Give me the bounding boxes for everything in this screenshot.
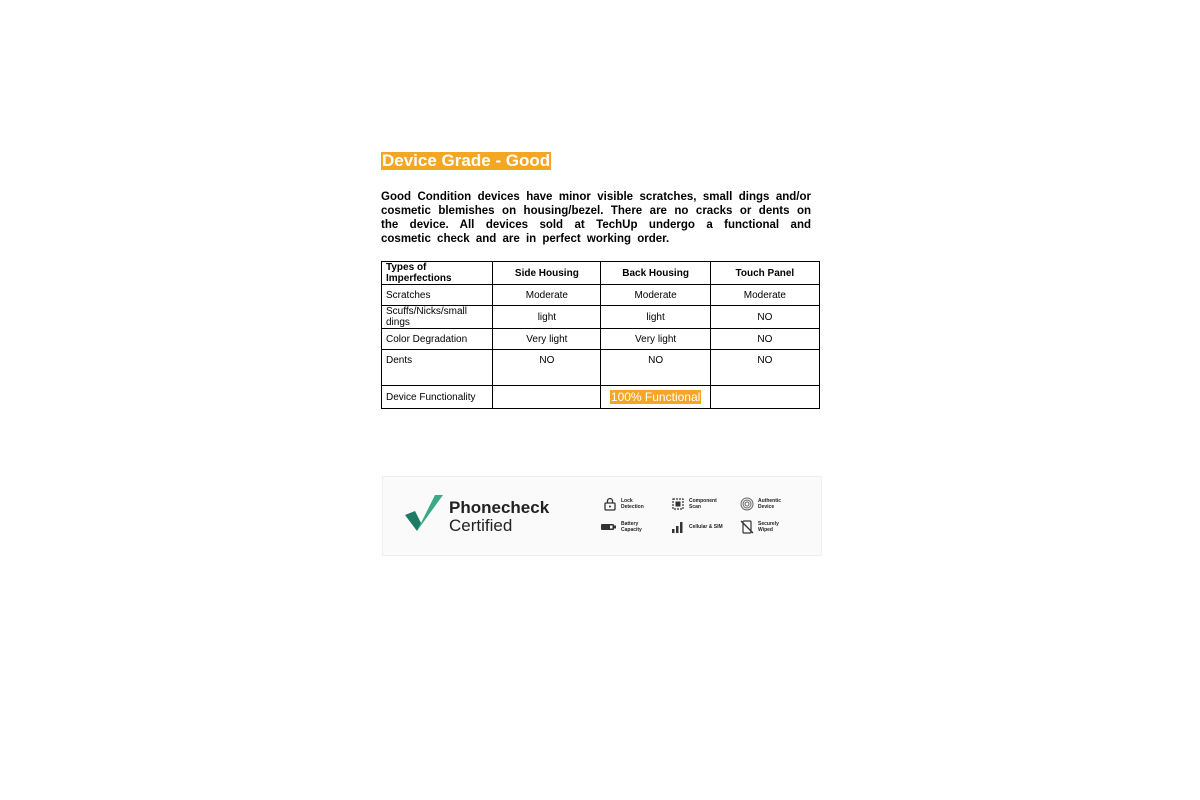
feature-label: Cellular & SIM <box>689 524 723 530</box>
table-cell: NO <box>710 306 819 329</box>
feature-label: Component Scan <box>689 498 717 510</box>
feature-component-scan <box>671 497 723 511</box>
table-cell: Very light <box>601 329 710 350</box>
brand-text <box>449 499 549 535</box>
header-side-housing: Side Housing <box>493 262 601 285</box>
table-cell: Scuffs/Nicks/small dings <box>382 306 493 329</box>
table-cell: Moderate <box>710 285 819 306</box>
table-cell: light <box>493 306 601 329</box>
grade-title: Device Grade - Good <box>382 151 551 170</box>
phonecheck-badge <box>382 476 822 556</box>
table-row <box>382 350 820 386</box>
table-cell: NO <box>710 329 819 350</box>
table-cell <box>710 386 819 409</box>
table-cell: Scratches <box>382 285 493 306</box>
grade-description: Good Condition devices have minor visible scratches, small dings and/or cosmetic blemishes on housing/bezel. There are no cracks or dents on the device. All devices sold at TechUp undergo a functional and cosmetic check and are in perfect working order. <box>381 191 811 245</box>
feature-label: Battery Capacity <box>621 521 642 533</box>
table-cell: Dents <box>382 350 493 386</box>
functional-highlight: 100% Functional <box>610 390 701 404</box>
table-cell: Moderate <box>601 285 710 306</box>
feature-lock-detection <box>603 497 655 511</box>
brand-line1: Phonecheck <box>449 498 550 517</box>
wipe-icon <box>740 520 754 534</box>
feature-authentic-device <box>740 497 792 511</box>
signal-icon <box>671 520 685 534</box>
table-row <box>382 285 820 306</box>
feature-cellular-sim <box>671 520 723 534</box>
table-cell: Device Functionality <box>382 386 493 409</box>
table-cell <box>601 386 710 409</box>
feature-label: Lock Detection <box>621 498 644 510</box>
feature-label: Authentic Device <box>758 498 782 510</box>
table-cell: NO <box>601 350 710 386</box>
component-icon <box>671 497 685 511</box>
header-types: Types of Imperfections <box>382 262 493 285</box>
header-touch-panel: Touch Panel <box>710 262 819 285</box>
table-row <box>382 386 820 409</box>
feature-label: Securely Wiped <box>758 521 779 533</box>
fingerprint-icon <box>740 497 754 511</box>
table-row <box>382 329 820 350</box>
lock-icon <box>603 497 617 511</box>
table-header-row <box>382 262 820 285</box>
table-cell: light <box>601 306 710 329</box>
feature-securely-wiped <box>740 520 792 534</box>
table-cell <box>493 386 601 409</box>
table-row <box>382 306 820 329</box>
table-cell: NO <box>493 350 601 386</box>
table-cell: Very light <box>493 329 601 350</box>
table-cell: Moderate <box>493 285 601 306</box>
brand-line2: Certified <box>449 516 513 535</box>
battery-icon <box>601 520 617 534</box>
table-cell: NO <box>710 350 819 386</box>
header-back-housing: Back Housing <box>601 262 710 285</box>
checkmark-logo-icon <box>405 495 445 531</box>
imperfections-table <box>381 261 820 409</box>
feature-battery-capacity <box>601 520 655 534</box>
table-cell: Color Degradation <box>382 329 493 350</box>
